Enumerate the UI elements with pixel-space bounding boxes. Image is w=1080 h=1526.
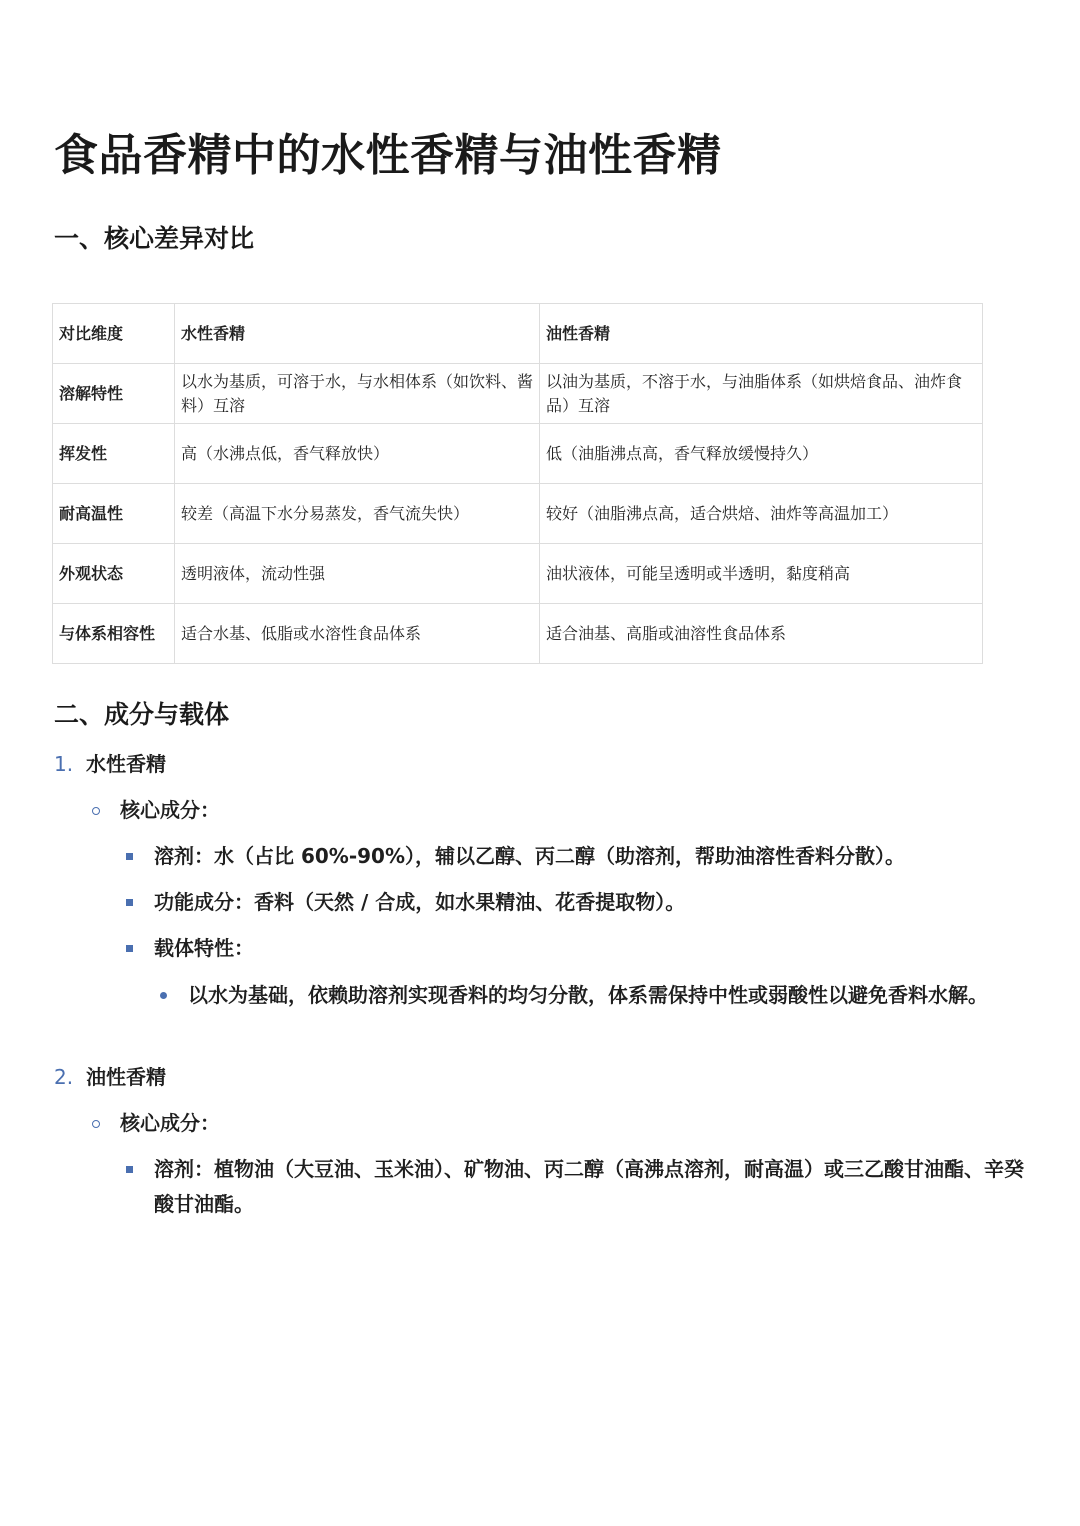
table-cell: 较好（油脂沸点高，适合烘焙、油炸等高温加工） <box>540 484 983 544</box>
circle-bullet-icon <box>92 807 100 815</box>
disc-bullet-icon <box>160 992 167 999</box>
section-heading-comparison: 一、核心差异对比 <box>54 224 255 253</box>
table-cell: 油状液体，可能呈透明或半透明，黏度稍高 <box>540 544 983 604</box>
table-cell-dimension: 耐高温性 <box>53 484 175 544</box>
square-bullet-icon <box>126 853 133 860</box>
list-item-text: 以水为基础，依赖助溶剂实现香料的均匀分散，体系需保持中性或弱酸性以避免香料水解。 <box>188 983 988 1007</box>
square-bullet-icon <box>126 899 133 906</box>
table-header-row <box>53 304 983 364</box>
comparison-table <box>52 303 983 664</box>
table-header-cell: 油性香精 <box>540 304 983 364</box>
list-number: 1. <box>54 752 74 776</box>
table-cell: 较差（高温下水分易蒸发，香气流失快） <box>175 484 540 544</box>
table-cell: 以油为基质，不溶于水，与油脂体系（如烘焙食品、油炸食品）互溶 <box>540 364 983 424</box>
table-row <box>53 364 983 424</box>
list-item-text: 溶剂：植物油（大豆油、玉米油）、矿物油、丙二醇（高沸点溶剂，耐高温）或三乙酸甘油酯、辛癸酸甘油酯。 <box>154 1157 1024 1216</box>
table-cell: 低（油脂沸点高，香气释放缓慢持久） <box>540 424 983 484</box>
list-item-text: 核心成分： <box>120 798 220 822</box>
table-cell-dimension: 溶解特性 <box>53 364 175 424</box>
table-cell: 高（水沸点低，香气释放快） <box>175 424 540 484</box>
table-cell-dimension: 外观状态 <box>53 544 175 604</box>
list-item-text: 载体特性： <box>154 936 254 960</box>
table-header-cell: 水性香精 <box>175 304 540 364</box>
page-title: 食品香精中的水性香精与油性香精 <box>54 130 722 181</box>
table-cell: 适合油基、高脂或油溶性食品体系 <box>540 604 983 664</box>
table-row <box>53 604 983 664</box>
list-item-label: 水性香精 <box>86 752 166 776</box>
list-item-text: 溶剂：水（占比 60%-90%），辅以乙醇、丙二醇（助溶剂，帮助油溶性香料分散）。 <box>154 844 906 868</box>
table-row <box>53 424 983 484</box>
table-row <box>53 544 983 604</box>
table-row <box>53 484 983 544</box>
list-item-label: 油性香精 <box>86 1065 166 1089</box>
list-item-text: 核心成分： <box>120 1111 220 1135</box>
table-cell-dimension: 与体系相容性 <box>53 604 175 664</box>
square-bullet-icon <box>126 945 133 952</box>
square-bullet-icon <box>126 1166 133 1173</box>
circle-bullet-icon <box>92 1120 100 1128</box>
table-cell-dimension: 挥发性 <box>53 424 175 484</box>
table-cell: 适合水基、低脂或水溶性食品体系 <box>175 604 540 664</box>
table-cell: 以水为基质，可溶于水，与水相体系（如饮料、酱料）互溶 <box>175 364 540 424</box>
list-item-text: 功能成分：香料（天然 / 合成，如水果精油、花香提取物）。 <box>154 890 686 914</box>
list-number: 2. <box>54 1065 74 1089</box>
section-heading-ingredients: 二、成分与载体 <box>54 700 230 729</box>
table-cell: 透明液体，流动性强 <box>175 544 540 604</box>
table-header-cell: 对比维度 <box>53 304 175 364</box>
